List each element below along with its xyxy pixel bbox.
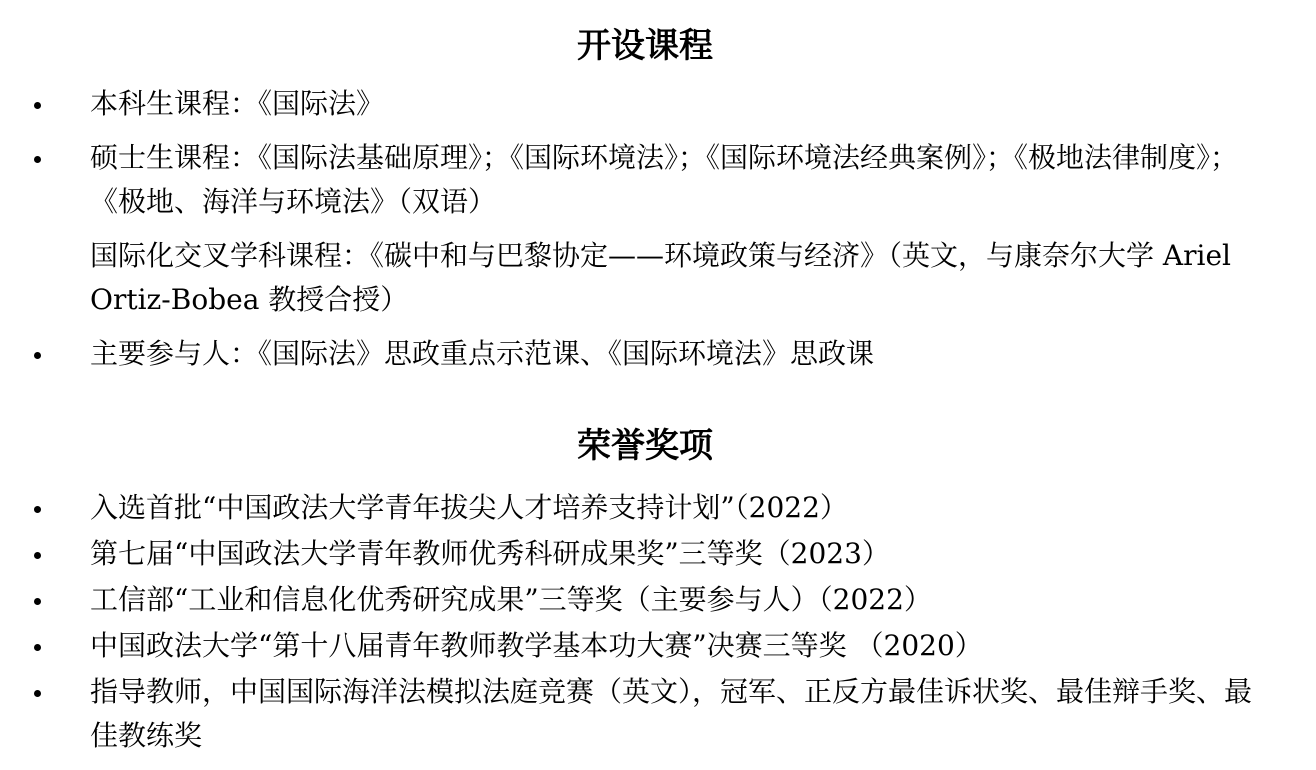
list-item (0, 82, 1316, 126)
bullet-icon (34, 598, 41, 605)
bullet-icon (34, 690, 41, 697)
bullet-icon (34, 644, 41, 651)
list-item (0, 532, 1316, 576)
list-item-text: 指导教师，中国国际海洋法模拟法庭竞赛（英文），冠军、正反方最佳诉状奖、最佳辩手奖、最佳教练奖 (90, 675, 1253, 752)
bullet-icon (34, 506, 41, 513)
list-item-text: 本科生课程：《国际法》 (90, 87, 385, 120)
list-item (0, 136, 1316, 224)
list-item (0, 332, 1316, 376)
section-title-courses: 开设课程 (577, 26, 713, 66)
honors-list (0, 486, 1316, 758)
section-title-honors: 荣誉奖项 (577, 426, 713, 466)
bullet-icon (34, 352, 41, 359)
bullet-icon (34, 156, 41, 163)
list-item-text: 工信部“工业和信息化优秀研究成果”三等奖（主要参与人）（2022） (90, 583, 932, 616)
list-item (0, 670, 1316, 758)
list-item (0, 486, 1316, 530)
bullet-icon (34, 552, 41, 559)
bullet-icon (34, 102, 41, 109)
list-item-text: 入选首批“中国政法大学青年拔尖人才培养支持计划”（2022） (90, 491, 848, 524)
list-item (0, 234, 1316, 322)
list-item (0, 578, 1316, 622)
list-item-text: 主要参与人：《国际法》思政重点示范课、《国际环境法》思政课 (90, 337, 875, 370)
list-item-text: 国际化交叉学科课程：《碳中和与巴黎协定——环境政策与经济》（英文，与康奈尔大学 Ariel Ortiz-Bobea 教授合授） (90, 239, 1231, 316)
list-item-text: 硕士生课程：《国际法基础原理》；《国际环境法》；《国际环境法经典案例》；《极地法律制度》；《极地、海洋与环境法》（双语） (90, 141, 1239, 218)
list-item-text: 第七届“中国政法大学青年教师优秀科研成果奖”三等奖（2023） (90, 537, 890, 570)
list-item (0, 624, 1316, 668)
list-item-text: 中国政法大学“第十八届青年教师教学基本功大赛”决赛三等奖 （2020） (90, 629, 983, 662)
courses-list (0, 82, 1316, 376)
